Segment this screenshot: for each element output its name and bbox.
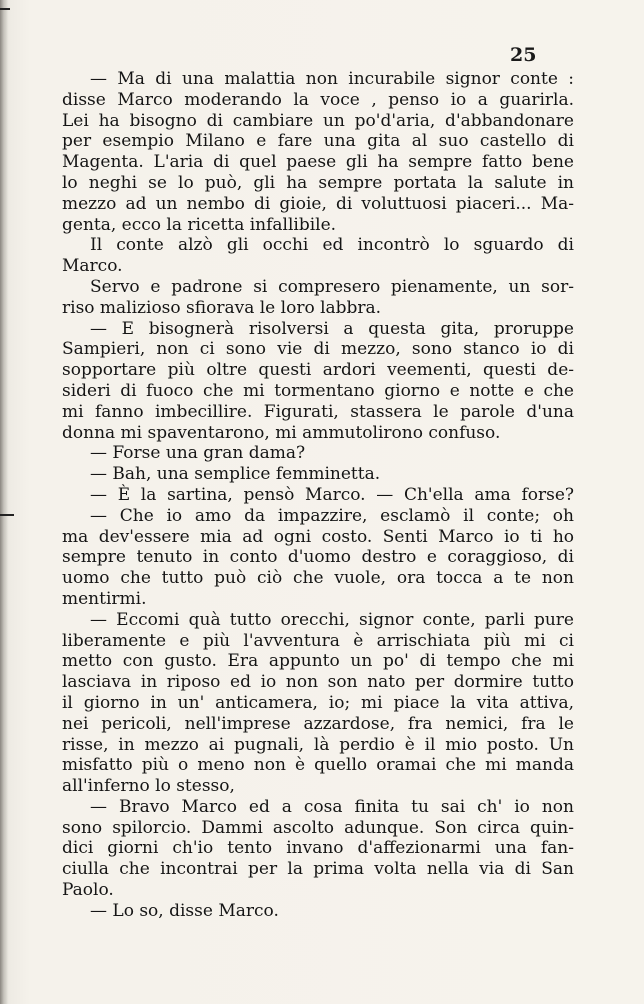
text-line: — Bravo Marco ed a cosa finita tu sai ch' io non: [90, 796, 574, 817]
text-line: dici giorni ch'io tento invano d'affezionarmi una fan-: [62, 838, 574, 859]
text-line: Paolo.: [62, 880, 114, 901]
text-line: genta, ecco la ricetta infallibile.: [62, 214, 337, 235]
text-line: mi fanno imbecillire. Figurati, stassera le parole d'una: [62, 401, 574, 422]
text-line: nei pericoli, nell'imprese azzardose, fra nemici, fra le: [62, 713, 574, 734]
text-line: mentirmi.: [62, 588, 147, 609]
text-line: Sampieri, non ci sono vie di mezzo, sono stanco io di: [62, 339, 574, 360]
text-line: — Forse una gran dama?: [90, 443, 306, 464]
text-line: metto con gusto. Era appunto un po' di tempo che mi: [62, 651, 574, 672]
text-line: sopportare più oltre questi ardori veementi, questi de-: [62, 360, 574, 381]
text-line: disse Marco moderando la voce , penso io a guarirla.: [62, 89, 574, 110]
text-line: — Lo so, disse Marco.: [90, 900, 279, 921]
text-line: lasciava in riposo ed io non son nato per dormire tutto: [62, 672, 574, 693]
text-line: risse, in mezzo ai pugnali, là perdio è il mio posto. Un: [62, 734, 574, 755]
text-line: mezzo ad un nembo di gioie, di voluttuosi piaceri... Ma-: [62, 193, 574, 214]
text-line: sono spilorcio. Dammi ascolto adunque. Son circa quin-: [62, 817, 574, 838]
text-line: liberamente e più l'avventura è arrischiata più mi ci: [62, 630, 574, 651]
text-line: Il conte alzò gli occhi ed incontrò lo sguardo di: [90, 235, 574, 256]
text-line: — E bisognerà risolversi a questa gita, proruppe: [90, 318, 574, 339]
binding-tick-mark: [0, 514, 14, 516]
text-line: il giorno in un' anticamera, io; mi piace la vita attiva,: [62, 692, 574, 713]
page-number: 25: [510, 44, 537, 66]
text-line: all'inferno lo stesso,: [62, 776, 235, 797]
text-line: Magenta. L'aria di quel paese gli ha sempre fatto bene: [62, 152, 574, 173]
binding-edge: [0, 0, 8, 1004]
text-line: Lei ha bisogno di cambiare un po'd'aria, d'abbandonare: [62, 110, 574, 131]
text-line: donna mi spaventarono, mi ammutolirono confuso.: [62, 422, 501, 443]
binding-tick-mark: [0, 8, 10, 10]
text-line: — Eccomi quà tutto orecchi, signor conte, parli pure: [90, 609, 574, 630]
text-line: Marco.: [62, 256, 123, 277]
text-line: sempre tenuto in conto d'uomo destro e coraggioso, di: [62, 547, 574, 568]
text-line: — Che io amo da impazzire, esclamò il conte; oh: [90, 505, 574, 526]
text-line: riso malizioso sfiorava le loro labbra.: [62, 297, 382, 318]
text-line: misfatto più o meno non è quello oramai che mi manda: [62, 755, 574, 776]
text-line: Servo e padrone si compresero pienamente, un sor-: [90, 276, 574, 297]
text-line: ma dev'essere mia ad ogni costo. Senti Marco io ti ho: [62, 526, 574, 547]
body-text: [62, 69, 574, 922]
text-line: — Bah, una semplice femminetta.: [90, 464, 381, 485]
text-line: ciulla che incontrai per la prima volta nella via di San: [62, 859, 574, 880]
text-line: — Ma di una malattia non incurabile signor conte :: [90, 69, 574, 89]
text-line: sideri di fuoco che mi tormentano giorno e notte e che: [62, 380, 574, 401]
text-line: per esempio Milano e fare una gita al suo castello di: [62, 131, 574, 152]
text-line: lo neghi se lo può, gli ha sempre portata la salute in: [62, 172, 574, 193]
text-line: uomo che tutto può ciò che vuole, ora tocca a te non: [62, 568, 574, 589]
text-line: — È la sartina, pensò Marco. — Ch'ella ama forse?: [90, 484, 574, 505]
